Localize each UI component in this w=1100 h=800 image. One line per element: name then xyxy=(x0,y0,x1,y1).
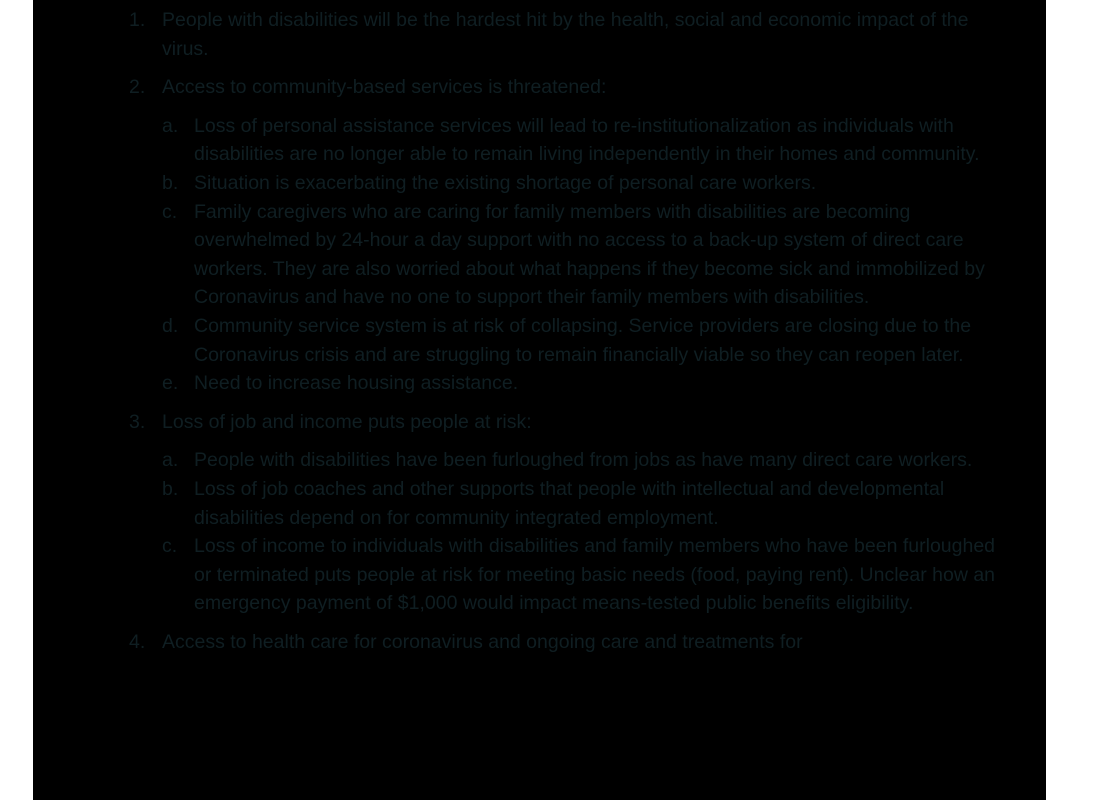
list-number: 4. xyxy=(129,630,146,653)
sub-item-3a xyxy=(162,446,1009,475)
sub-item-3b xyxy=(162,475,1009,532)
list-number: 2. xyxy=(129,76,146,99)
document-body xyxy=(129,6,1009,666)
list-number: 3. xyxy=(129,410,146,433)
sub-item-text: Situation is exacerbating the existing shortage of personal care workers. xyxy=(194,171,817,194)
list-number: 1. xyxy=(129,9,146,31)
sub-item-2c xyxy=(162,198,1009,312)
sub-item-text: Loss of personal assistance services will lead to re-institutionalization as individuals with disabilities are no longer able to remain living independently in their homes and community. xyxy=(194,114,980,166)
sub-item-2e xyxy=(162,369,1009,398)
list-item-text: Access to health care for coronavirus and ongoing care and treatments for xyxy=(162,630,803,653)
sub-item-2d xyxy=(162,312,1009,369)
sub-item-text: Family caregivers who are caring for family members with disabilities are becoming overwhelmed by 24-hour a day support with no access to a back-up system of direct care workers. They are also worried about what happens if they become sick and immobilized by Coronavirus and have no one to support their family members with disabilities. xyxy=(194,200,985,309)
sub-item-text: Need to increase housing assistance. xyxy=(194,372,519,395)
list-item-4 xyxy=(129,628,1009,657)
sub-item-text: Community service system is at risk of collapsing. Service providers are closing due to the Coronavirus crisis and are struggling to remain financially viable so they can reopen later. xyxy=(194,314,972,366)
list-item-text: Loss of job and income puts people at risk: xyxy=(162,410,532,433)
sub-item-letter: a. xyxy=(162,114,179,137)
list-item-text: People with disabilities will be the hardest hit by the health, social and economic impact of the virus. xyxy=(162,9,969,60)
list-item-1 xyxy=(129,6,1009,63)
sub-item-2a xyxy=(162,112,1009,169)
sub-item-letter: b. xyxy=(162,171,179,194)
sub-item-letter: b. xyxy=(162,477,179,500)
sub-list xyxy=(162,446,1009,618)
sub-item-2b xyxy=(162,169,1009,198)
list-item-2 xyxy=(129,73,1009,398)
sub-item-letter: c. xyxy=(162,200,178,223)
sub-item-letter: d. xyxy=(162,314,179,337)
list-item-text: Access to community-based services is threatened: xyxy=(162,76,607,99)
list-item-3 xyxy=(129,408,1009,618)
sub-item-text: Loss of job coaches and other supports that people with intellectual and developmental disabilities depend on for community integrated employment. xyxy=(194,477,945,529)
sub-list xyxy=(162,112,1009,398)
document-page xyxy=(33,0,1046,800)
sub-item-letter: e. xyxy=(162,372,179,395)
sub-item-letter: c. xyxy=(162,535,178,558)
sub-item-3c xyxy=(162,532,1009,618)
numbered-list xyxy=(129,6,1009,656)
sub-item-text: People with disabilities have been furloughed from jobs as have many direct care workers. xyxy=(194,449,973,472)
sub-item-text: Loss of income to individuals with disabilities and family members who have been furloughed or terminated puts people at risk for meeting basic needs (food, paying rent). Unclear how an emergency payment of $1,000 would impact means-tested public benefits eligibility. xyxy=(194,535,996,615)
sub-item-letter: a. xyxy=(162,449,179,472)
